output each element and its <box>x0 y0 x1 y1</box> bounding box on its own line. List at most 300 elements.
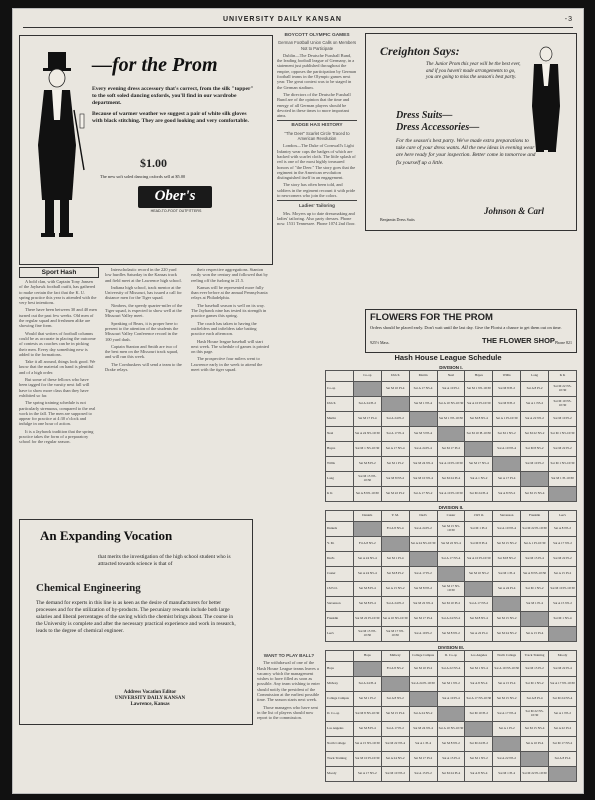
schedule-row-team: Co-op <box>326 382 354 397</box>
page-marker: -3 <box>564 16 573 23</box>
schedule-game-cell: Sat A 24 Pl-4 <box>409 442 437 457</box>
schedule-game-cell <box>353 522 381 537</box>
schedule-header-row <box>326 651 577 662</box>
schedule-row-team: Ulrich <box>326 397 354 412</box>
schedule-corner-cell <box>326 511 354 522</box>
schedule-row <box>326 752 577 767</box>
schedule-game-cell: Sat M 8 Pl-4 <box>353 722 381 737</box>
sport-hash-col1 <box>19 279 97 447</box>
schedule-team-header: North College <box>493 651 521 662</box>
schedule-game-cell: Sat M 8 N5-2 <box>437 737 465 752</box>
eng-ad-addr-line: UNIVERSITY DAILY KANSAN <box>114 696 186 701</box>
schedule-team-header: Custer <box>437 511 465 522</box>
schedule-row <box>326 487 577 502</box>
schedule-game-cell: Sat M 1 N5-4 <box>549 612 577 627</box>
schedule-game-cell <box>493 457 521 472</box>
schedule-game-cell: Sat A 10 Pl-10:30 <box>437 457 465 472</box>
schedule-row-team: K K <box>326 487 354 502</box>
news-para: The story has often been told, and soldiers in the regiment recount it with pride to newcomers who join the colors. <box>277 182 356 199</box>
schedule-row-team: Track Training <box>326 752 354 767</box>
schedule-header-row <box>326 511 577 522</box>
schedule-team-header: Los Angeles <box>465 651 493 662</box>
schedule-row-team: Lee's <box>326 627 354 642</box>
schedule-team-header: Ulrich <box>381 371 409 382</box>
schedule-game-cell: Sat M 8 N5-2 <box>409 582 437 597</box>
schedule-game-cell: Sat A 24 N5-2 <box>381 752 409 767</box>
schedule-game-cell: Sat A 17 Pl-2 <box>381 722 409 737</box>
schedule-game-cell: Sat A 10 N5-10:30 <box>493 662 521 677</box>
schedule-game-cell: Sat A 22 Pl-4 <box>465 627 493 642</box>
schedule-game-cell: Sat M 15 N5-10:30 <box>353 627 381 642</box>
schedule-game-cell: Sat M 8 Pl-2 <box>381 567 409 582</box>
sport-para: The coach has taken to having the outfielders and infielders take batting practice each afternoon. <box>191 320 257 337</box>
sport-para: Speaking of Bears, it is proper here to present to the attention of the students the Missouri Valley Conference record in the 100 yard dash. <box>105 320 179 342</box>
schedule-game-cell: Sat A 22 N5-2 <box>493 752 521 767</box>
schedule-game-cell: Sat A 15 N5-10:30 <box>353 737 381 752</box>
schedule-game-cell: Sat A 10 Pl-4 <box>521 737 549 752</box>
schedule-game-cell: Sat A 15 Pl-4 <box>437 752 465 767</box>
schedule-game-cell: Sat M 8 N5-2 <box>437 627 465 642</box>
schedule-row-team: Willis <box>326 457 354 472</box>
schedule-game-cell: Sat M 8 N5-2 <box>493 552 521 567</box>
schedule-game-cell: Sat A 24 Pl-4 <box>353 677 381 692</box>
sport-para: Kansas will be represented more fully than ever before at the annual Pennsylvania relays at Philadelphia. <box>191 284 268 301</box>
schedule-game-cell: Sat M 22 N5-4 <box>437 537 465 552</box>
prom-ad-copy-2: Because of warmer weather we suggest a pair of white silk gloves with black stitching. They are good looking and very comfortable. <box>92 111 249 124</box>
schedule-row-team: D. Co-op <box>326 707 354 722</box>
sport-hash-section <box>19 267 271 515</box>
schedule-game-cell: Sat A 15 Pl-2 <box>549 567 577 582</box>
eng-ad-address <box>90 690 210 708</box>
news-para: Mrs. Moyers up to date dressmaking and ladies' tailoring. Also party dresses. Phone now. 1531 Tennessee. Phone 1074 2nd floor. <box>277 210 356 227</box>
schedule-division-1 <box>325 365 577 502</box>
schedule-game-cell: Sat M 17 Pl-2 <box>409 752 437 767</box>
schedule-game-cell: Sat M 8 N5-4 <box>465 412 493 427</box>
news-para: The withdrawal of one of the Hash House League teams leaves a vacancy which the management wishes to have filled as soon as possible. Any team wishing to enter should notify the president of the Commission at the earliest possible time. The season starts next week. <box>257 660 320 703</box>
schedule-team-header: Franklin <box>521 511 549 522</box>
schedule-game-cell: Sat M 8 Pl-4 <box>353 582 381 597</box>
creighton-headline <box>396 110 479 134</box>
schedule-game-cell: Sat M 24 Pl-4 <box>437 472 465 487</box>
prom-ad-note: The new soft soled dancing oxfords sell at $5.00 <box>100 174 186 179</box>
sport-para: Take it all around, things look good. We know that the material on hand is plentiful and of a high order. <box>19 359 96 375</box>
schedule-game-cell: Sat M 1 N5-2 <box>521 582 549 597</box>
schedule-game-cell: Sat M 1 Pl-4 <box>381 552 409 567</box>
schedule-row <box>326 472 577 487</box>
schedule-row-team: Hayes <box>326 442 354 457</box>
schedule-team-header: Daniels <box>353 511 381 522</box>
schedule-team-header: Moody <box>549 651 577 662</box>
schedule-game-cell: Sat A 24 Pl-2 <box>381 597 409 612</box>
eng-ad-addr-line: Address Vocation Editor <box>123 690 177 695</box>
schedule-game-cell: Sat M 8 N5-4 <box>465 612 493 627</box>
creighton-subtext: The Junior Prom this year will be the best ever, and if you haven't made arrangements to go, you are going to miss the season's best party. <box>426 62 521 80</box>
schedule-row-team: College Campus <box>326 692 354 707</box>
schedule-game-cell: Sat M 22 Pl-2 <box>549 552 577 567</box>
schedule-game-cell: Sat A 17 N5-2 <box>353 767 381 782</box>
schedule-game-cell: Sat A 15 N5-2 <box>549 597 577 612</box>
schedule-game-cell: Sat A 17 N5-4 <box>381 442 409 457</box>
schedule-game-cell: Sat A 17 N5-4 <box>493 707 521 722</box>
schedule-game-cell: Sat M 1 N5-4 <box>465 662 493 677</box>
schedule-game-cell: Sat A 10 Pl-4 <box>437 692 465 707</box>
schedule-row <box>326 522 577 537</box>
sport-para: It is a Jayhawk tradition that the spring practice takes the form of a preparatory school for the regular season. <box>19 428 94 445</box>
schedule-game-cell: Sat A 8 Pl-2 <box>521 382 549 397</box>
schedule-game-cell: Sat M 8 N5-2 <box>521 442 549 457</box>
schedule-game-cell: Sat A 17 N5-2 <box>549 537 577 552</box>
schedule-team-header: D. Co-op <box>437 651 465 662</box>
schedule-game-cell <box>353 662 381 677</box>
schedule-game-cell <box>549 767 577 782</box>
schedule-game-cell: Sat A 17 N5-2 <box>465 597 493 612</box>
schedule-game-cell: Sat A 24 Pl-10:30 <box>409 677 437 692</box>
schedule-game-cell: Sat M 15 Pl-4 <box>521 552 549 567</box>
schedule-game-cell: Sat A 15 Pl-4 <box>493 677 521 692</box>
schedule-game-cell: Sat M 17 N5-2 <box>549 737 577 752</box>
schedule-game-cell <box>437 427 465 442</box>
schedule-game-cell: Sat A 8 Pl-4 <box>549 752 577 767</box>
schedule-game-cell: Sat M 1 N5-2 <box>465 752 493 767</box>
schedule-team-header: K K <box>549 371 577 382</box>
prom-ad-price: $1.00 <box>140 156 167 170</box>
schedule-game-cell: Sat A 10 N5-10:30 <box>381 612 409 627</box>
schedule-corner-cell <box>326 651 354 662</box>
schedule-game-cell: Sat A 8 N5-10:30 <box>353 487 381 502</box>
schedule-game-cell: Sat A 1 Pl-2 <box>493 722 521 737</box>
schedule-row <box>326 382 577 397</box>
want-to-play-ball <box>257 651 321 791</box>
schedule-game-cell: Sat A 24 N5-10:30 <box>353 427 381 442</box>
schedule-game-cell: Sat A 22 Pl-2 <box>549 722 577 737</box>
schedule-game-cell: Sat M 22 N5-2 <box>521 427 549 442</box>
schedule-game-cell: Sat A 24 Pl-2 <box>353 397 381 412</box>
prom-ad-copy <box>92 86 257 125</box>
schedule-game-cell: Sat M 10 N5-10:30 <box>549 397 577 412</box>
schedule-game-cell: Sat M 3 N5-4 <box>409 427 437 442</box>
schedule-game-cell: Sat M 17 N5-10:30 <box>437 582 465 597</box>
division-label: DIVISION II. <box>438 505 464 510</box>
chemical-engineering-advertisement <box>19 519 253 725</box>
schedule-row-team: Martin <box>326 412 354 427</box>
schedule-row <box>326 722 577 737</box>
schedule-game-cell: Sat M 17 N5-10:30 <box>381 627 409 642</box>
obers-logo-sub: HEAD-TO-FOOT OUTFITTERS <box>150 209 202 213</box>
headline-badge: BADGE HAS HISTORY <box>291 123 343 129</box>
schedule-game-cell: Sat A 10 Pl-2 <box>409 627 437 642</box>
schedule-game-cell: Sat A 17 N5-10:30 <box>465 692 493 707</box>
schedule-game-cell: Sat M 17 Pl-2 <box>437 442 465 457</box>
schedule-game-cell: Sat M 15 Pl-2 <box>521 662 549 677</box>
schedule-row-team: Y. M. <box>326 537 354 552</box>
schedule-game-cell: Sat A 1 N5-2 <box>521 397 549 412</box>
schedule-game-cell: Sat A 1 N5-2 <box>549 707 577 722</box>
gentleman-illustration <box>26 50 90 240</box>
schedule-game-cell: Sat M 1 N5-10:30 <box>549 457 577 472</box>
flowers-address: 925½ Mass. <box>370 340 390 345</box>
flowers-heading: FLOWERS FOR THE PROM <box>370 312 493 323</box>
schedule-game-cell: Sat A 17 N5-10:30 <box>549 677 577 692</box>
schedule-game-cell <box>465 442 493 457</box>
schedule-game-cell: Sat M 8 Pl-2 <box>353 457 381 472</box>
prom-ad-title: —for the Prom <box>92 54 218 76</box>
schedule-game-cell: Sat A 24 N5-2 <box>437 612 465 627</box>
schedule-game-cell: Sat A 8 N5-2 <box>381 692 409 707</box>
masthead <box>23 15 573 28</box>
schedule-game-cell <box>465 722 493 737</box>
schedule-game-cell: Sat M 8 Pl-4 <box>353 597 381 612</box>
schedule-game-cell: Sat M 17 Pl-4 <box>353 412 381 427</box>
schedule-game-cell: Sat M 22 Pl-4 <box>549 662 577 677</box>
schedule-game-cell: Sat A 17 Pl-4 <box>381 427 409 442</box>
flower-shop-name: THE FLOWER SHOP <box>482 336 555 345</box>
schedule-game-cell: Sat A 10 N5-4 <box>493 522 521 537</box>
schedule-game-cell: Sat A 10 Pl-10:30 <box>437 487 465 502</box>
schedule-game-cell: Sat A 15 Pl-2 <box>409 767 437 782</box>
schedule-game-cell: Sat M 10 Pl-4 <box>381 382 409 397</box>
schedule-game-cell: Sat M 8 Pl-2 <box>493 397 521 412</box>
schedule-game-cell: Sat M 10 Pl-10:30 <box>549 582 577 597</box>
schedule-team-header: Hops <box>353 651 381 662</box>
schedule-row-team: Daniels <box>326 522 354 537</box>
schedule-game-cell: Sat M 24 Pl-4 <box>437 767 465 782</box>
schedule-game-cell: Sat M 10 Pl-2 <box>549 412 577 427</box>
schedule-row-team: Neal <box>326 427 354 442</box>
schedule-game-cell: Sat M 10 N5-2 <box>465 567 493 582</box>
schedule-game-cell: Sat M 1 Pl-2 <box>381 457 409 472</box>
schedule-team-header: Track Training <box>521 651 549 662</box>
schedule-game-cell: Sat M 1 N5-10:30 <box>549 427 577 442</box>
schedule-game-cell: Sat M 1 N5-10:30 <box>353 442 381 457</box>
schedule-header-row <box>326 371 577 382</box>
schedule-game-cell: Sat M 15 N5-2 <box>493 692 521 707</box>
schedule-game-cell: Sat M 1 N5-10:30 <box>465 382 493 397</box>
schedule-title: Hash House League Schedule <box>394 353 502 362</box>
schedule-game-cell: Sat M 10 N5-2 <box>381 767 409 782</box>
eng-ad-title: An Expanding Vocation <box>40 528 173 543</box>
schedule-game-cell: Sat M 24 Pl-2 <box>465 737 493 752</box>
schedule-row <box>326 612 577 627</box>
schedule-game-cell: Sat M 22 N5-4 <box>409 597 437 612</box>
schedule-game-cell: Sat M 8 Pl-4 <box>465 537 493 552</box>
schedule-row-team: Hops <box>326 662 354 677</box>
schedule-row <box>326 427 577 442</box>
schedule-game-cell <box>381 537 409 552</box>
schedule-team-header: Lee's <box>549 511 577 522</box>
schedule-row <box>326 597 577 612</box>
schedule-game-cell <box>493 737 521 752</box>
schedule-game-cell: Sat M 1 N5-4 <box>409 397 437 412</box>
schedule-game-cell: Sat A 24 Pl-4 <box>493 582 521 597</box>
creighton-headline-line: Dress Suits— <box>396 110 453 121</box>
johnson-carl-logo: Johnson & Carl <box>484 206 545 216</box>
schedule-game-cell: Sat A 1 Pl-10:30 <box>493 412 521 427</box>
division-2-table <box>325 510 577 642</box>
schedule-game-cell <box>353 382 381 397</box>
schedule-game-cell: Sat A 17 N5-4 <box>437 552 465 567</box>
sport-para: The prospective four milers went to Lawrence early in the week to attend the meet with the tiger squad. <box>191 356 263 373</box>
schedule-game-cell: Sat M 1 Pl-10:30 <box>549 472 577 487</box>
schedule-game-cell: Sat M 1 Pl-4 <box>521 597 549 612</box>
schedule-game-cell: Sat M 22 Pl-10:30 <box>353 612 381 627</box>
news-para: Those managers who have sent in the list of players should now report to the commission. <box>257 704 318 721</box>
schedule-team-header: Dad's <box>409 511 437 522</box>
schedule-game-cell: Sat A 17 Pl-2 <box>409 567 437 582</box>
schedule-game-cell <box>521 752 549 767</box>
schedule-game-cell: Sat M 1 Pl-4 <box>493 567 521 582</box>
schedule-game-cell: Sat M 1 N5-2 <box>521 677 549 692</box>
schedule-division-3 <box>325 645 577 782</box>
schedule-row <box>326 662 577 677</box>
schedule-game-cell: Sat A 1 Pl-10:30 <box>521 537 549 552</box>
schedule-game-cell: Sat M 1 Pl-2 <box>465 522 493 537</box>
creighton-tag: Benjamin Dress Suits <box>380 217 415 222</box>
schedule-game-cell: Sat A 10 Pl-10:30 <box>465 552 493 567</box>
schedule-row-team: Midway <box>326 677 354 692</box>
schedule-game-cell: Sat M 10 Pl-10:30 <box>465 427 493 442</box>
schedule-game-cell <box>381 397 409 412</box>
news-para: Dublin—The Deutsche Fussball Bund, the leading football league of Germany, in a statement just published throughout the empire, opposes the participation by German football teams in the Olympic games next year. The great contest was to be staged in the German stadium. <box>277 52 357 90</box>
schedule-game-cell: Sat A 10 N5-10:30 <box>437 722 465 737</box>
schedule-game-cell <box>521 612 549 627</box>
column-rule <box>277 120 357 121</box>
schedule-game-cell: Sat M 1 N5-2 <box>493 427 521 442</box>
schedule-game-cell: Sat M 22 Pl-10:30 <box>521 522 549 537</box>
flowers-phone: Phone 821 <box>555 340 572 345</box>
sport-para: A bold clan, with Captain Tony Jansen of the Jayhawk football outfit, has gathered to make certain the fact that the K. U. spring practice this year is attended with the very best intentions. <box>19 279 97 306</box>
creighton-headline-line: Dress Accessories— <box>396 122 480 133</box>
schedule-team-header: 1325 O. <box>465 511 493 522</box>
schedule-game-cell: Sat M 24 N5-4 <box>409 722 437 737</box>
schedule-row-team: Los Angeles <box>326 722 354 737</box>
schedule-game-cell: Sat A 10 Pl-1 <box>437 382 465 397</box>
division-1-table <box>325 370 577 502</box>
column-rule <box>277 200 357 201</box>
schedule-division-2 <box>325 505 577 642</box>
sport-para: Interscholastic record in the 220 yard low hurdles Saturday in the Kansas track and field meet at the Lawrence high school. <box>105 267 182 283</box>
schedule-game-cell: Sat A 24 Pl-2 <box>381 412 409 427</box>
schedule-game-cell: Sat A 1 Pl-4 <box>409 737 437 752</box>
schedule-game-cell: Sat A 8 N5-2 <box>493 487 521 502</box>
eng-ad-addr-line: Lawrence, Kansas <box>130 702 170 707</box>
schedule-game-cell: Sat A 17 Pl-4 <box>493 472 521 487</box>
schedule-game-cell: Sat A 1 N5-2 <box>465 472 493 487</box>
schedule-game-cell: Fri A 8 N5-2 <box>381 662 409 677</box>
schedule-game-cell <box>493 597 521 612</box>
schedule-game-cell: Sat M 22 Pl-2 <box>381 487 409 502</box>
schedule-row <box>326 692 577 707</box>
schedule-game-cell <box>521 472 549 487</box>
masthead-title: UNIVERSITY DAILY KANSAN <box>223 16 342 23</box>
sport-para: But some of these fellows who have been tagged for the varsity next fall will have to show more class than they have exhibited so far. <box>19 377 90 398</box>
sport-para: The baseball season is well on its way. The Jayhawk nine has tested its strength in practice games this spring. <box>191 302 267 319</box>
schedule-game-cell: Sat M 22 N5-10:30 <box>549 382 577 397</box>
schedule-game-cell: Sat M 22 N5-4 <box>381 737 409 752</box>
schedule-game-cell <box>465 582 493 597</box>
eng-ad-body: The demand for experts in this line is as keen as the desire of manufacturers for better processes and for the utilization of by-products. The pecuniary rewards include both large salaries and liberal percentages of the saving which the chemist brings about. The course in the University is complete and after the necessary practical experience and work in research, leads to the degree of chemical engineer. <box>36 600 236 635</box>
schedule-row <box>326 412 577 427</box>
schedule-game-cell: Sat A 24 N5-4 <box>353 552 381 567</box>
schedule-team-header: Long <box>521 371 549 382</box>
schedule-row <box>326 552 577 567</box>
headline-boycott: BOYCOTT OLYMPIC GAMES <box>284 33 350 38</box>
sport-para: Captain Stanton and Smith are two of the best men on the Missouri track squad, and will run this week. <box>105 343 179 360</box>
schedule-game-cell: Sat M 24 N5-2 <box>493 627 521 642</box>
schedule-game-cell: Sat M 15 N5-10:30 <box>437 522 465 537</box>
schedule-game-cell: Sat M 10 N5-4 <box>409 472 437 487</box>
schedule-game-cell <box>437 567 465 582</box>
subhead-badge: "The Deer" Scarlet Circle Traced to American Revolution <box>284 130 350 142</box>
sport-hash-col2 <box>105 267 183 374</box>
schedule-row-team: North College <box>326 737 354 752</box>
schedule-team-header: Martin <box>409 371 437 382</box>
division-3-table <box>325 650 577 782</box>
schedule-row-team: Long <box>326 472 354 487</box>
eng-ad-heading: Chemical Engineering <box>36 582 141 594</box>
schedule-row <box>326 457 577 472</box>
news-para: The directors of the Deutsche Fussball Bund are of the opinion that the time and energy of all German players should be devoted in these times to more important aims. <box>277 91 351 119</box>
sport-para: There have been between 30 and 40 men turned out the past few weeks. Old men of the regular squad and freshmen alike are showing fine form. <box>19 307 97 329</box>
headline-tailoring: Ladies' Tailoring <box>299 203 335 209</box>
schedule-team-header: Co-op <box>353 371 381 382</box>
schedule-game-cell: Sat M 1 N5-2 <box>437 677 465 692</box>
schedule-team-header: Willis <box>493 371 521 382</box>
schedule-game-cell: Sat M 10 Pl-2 <box>521 457 549 472</box>
schedule-row <box>326 397 577 412</box>
schedule-game-cell: Sat M 8 Pl-2 <box>493 382 521 397</box>
schedule-row <box>326 442 577 457</box>
schedule-game-cell: Sat A 8 Pl-4 <box>521 692 549 707</box>
schedule-game-cell: Sat M 10 Pl-2 <box>465 707 493 722</box>
schedule-game-cell: Sat A 10 N5-10:30 <box>437 397 465 412</box>
schedule-game-cell: Fri A 8 N5-2 <box>353 537 381 552</box>
schedule-game-cell: Sat M 24 N5-4 <box>409 457 437 472</box>
schedule-game-cell <box>409 692 437 707</box>
schedule-game-cell: Sat A 8 N5-10:30 <box>521 567 549 582</box>
schedule-row <box>326 567 577 582</box>
schedule-row-team: Dad's <box>326 552 354 567</box>
schedule-game-cell: Sat A 8 N5-4 <box>465 677 493 692</box>
schedule-row-team: Custer <box>326 567 354 582</box>
schedule-game-cell: Sat A 10 Pl-10:30 <box>465 397 493 412</box>
schedule-game-cell: Sat A 24 N5-10:30 <box>409 537 437 552</box>
schedule-team-header: Midway <box>381 651 409 662</box>
schedule-row <box>326 767 577 782</box>
schedule-game-cell: Sat M 10 Pl-2 <box>437 597 465 612</box>
schedule-game-cell <box>437 707 465 722</box>
schedule-game-cell: Fri A 8 N5-4 <box>381 522 409 537</box>
schedule-game-cell: Sat M 1 Pl-2 <box>353 692 381 707</box>
subhead-boycott: German Football Union Calls on Members Not to Participate <box>277 40 357 51</box>
schedule-game-cell: Sat A 15 N5-2 <box>381 582 409 597</box>
schedule-game-cell: Sat M 15 N5-10:30 <box>353 472 381 487</box>
schedule-game-cell: Sat M 15 N5-2 <box>493 537 521 552</box>
schedule-game-cell: Sat M 22 Pl-2 <box>549 442 577 457</box>
division-label: DIVISION III. <box>437 645 464 650</box>
division-label: DIVISION I. <box>439 365 463 370</box>
eng-ad-lede: that merits the investigation of the high school student who is attracted towards science is that of <box>98 554 231 567</box>
schedule-game-cell: Sat A 10 N5-4 <box>493 442 521 457</box>
middle-news-column <box>277 31 357 361</box>
schedule-game-cell: Sat M 15 N5-2 <box>493 612 521 627</box>
schedule-game-cell <box>381 677 409 692</box>
flowers-advertisement <box>365 309 577 353</box>
schedule-game-cell: Sat M 15 N5-4 <box>521 722 549 737</box>
schedule-game-cell: Sat M 24 Pl-4 <box>465 487 493 502</box>
headline-play-ball: WANT TO PLAY BALL? <box>263 653 315 658</box>
creighton-advertisement <box>365 33 577 231</box>
schedule-row <box>326 737 577 752</box>
